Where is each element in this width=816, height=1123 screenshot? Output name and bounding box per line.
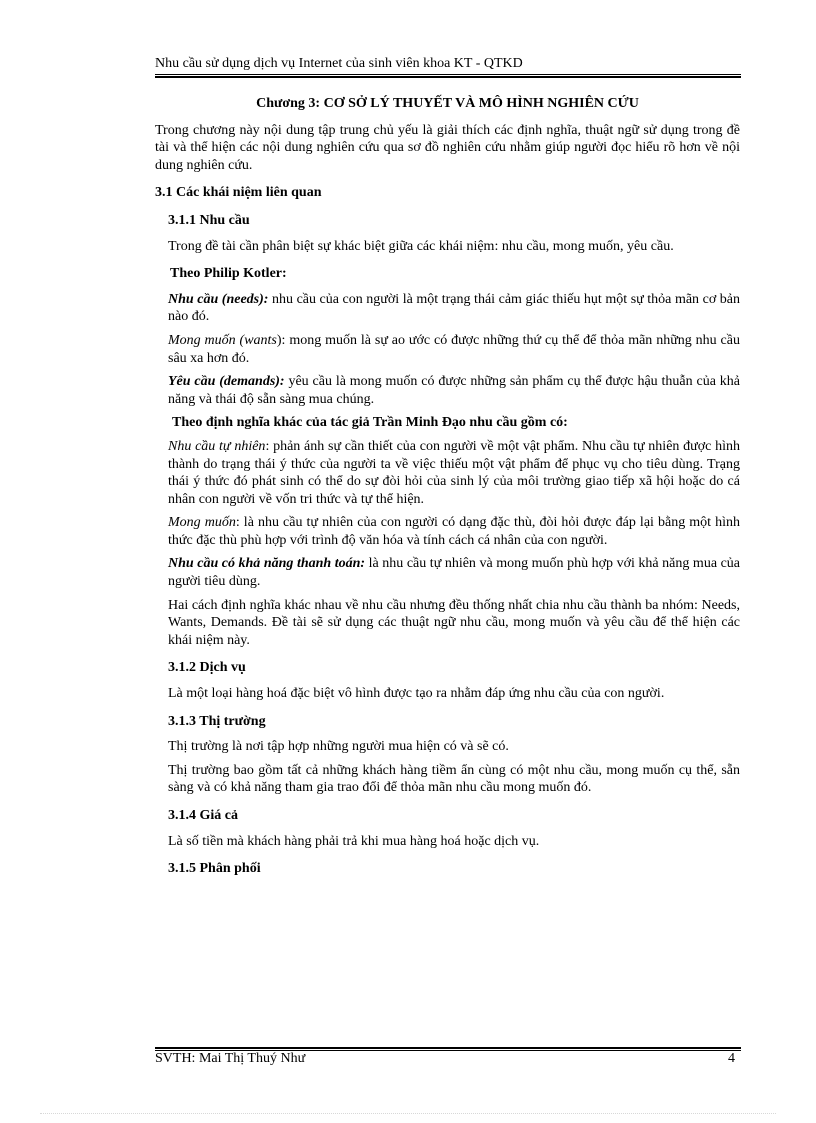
payable-needs-text: là nhu cầu tự nhiên và mong muốn phù hợp với khả năng mua của người tiêu dùng.	[168, 556, 741, 590]
chapter-title: Chương 3: CƠ SỞ LÝ THUYẾT VÀ MÔ HÌNH NGHIÊN CỨU	[256, 96, 639, 111]
natural-needs-text: : phản ánh sự cần thiết của con người về một vật phẩm. Nhu cầu tự nhiên được hình thành do trạng thái ý thức của người ta về việc thiếu một vật phẩm để phục vụ cho tiêu dùng. Trạng thái ý thức đó phát sinh có thể do sự đòi hỏi của sinh lý của môi trường giao tiếp xã hội hoặc do cá nhân con người về vốn tri thức và tự thể hiện.	[168, 438, 740, 507]
payable-needs-term: Nhu cầu có khả năng thanh toán:	[168, 556, 366, 572]
demands-text: yêu cầu là mong muốn có được những sản phẩm cụ thể được hậu thuẫn của khả năng và thái độ sẵn sàng mua chúng.	[168, 374, 740, 407]
market-definition-2: Thị trường bao gồm tất cả những khách hàng tiềm ẩn cùng có một nhu cầu, mong muốn cụ thể, sẵn sàng và có khả năng tham gia trao đổi để thỏa mãn nhu cầu mong muốn đó.	[168, 762, 740, 796]
price-definition: Là số tiền mà khách hàng phải trả khi mua hàng hoá hoặc dịch vụ.	[168, 833, 540, 849]
chapter-intro: Trong chương này nội dung tập trung chủ yếu là giải thích các định nghĩa, thuật ngữ sử dụng trong đề tài và thể hiện các nội dung nghiên cứu qua sơ đồ nghiên cứu nhằm giúp người đọc hiểu rõ hơn về nội dung nghiên cứu.	[155, 122, 740, 173]
subsection-heading-3-1-3: 3.1.3 Thị trường	[168, 713, 266, 729]
section-heading-3-1: 3.1 Các khái niệm liên quan	[155, 185, 322, 201]
subsection-heading-3-1-2: 3.1.2 Dịch vụ	[168, 660, 246, 676]
subsection-heading-3-1-1: 3.1.1 Nhu cầu	[168, 212, 250, 228]
natural-needs-definition	[168, 438, 740, 508]
subsection-heading-3-1-4: 3.1.4 Giá cả	[168, 808, 238, 823]
needs-definition	[168, 291, 740, 326]
demands-term: Yêu cầu (demands):	[168, 374, 285, 390]
page-number: 4	[728, 1051, 735, 1066]
footer-author: SVTH: Mai Thị Thuý Như	[155, 1051, 306, 1066]
natural-needs-term: Nhu cầu tự nhiên	[168, 438, 266, 454]
market-definition-1: Thị trường là nơi tập hợp những người mua hiện có và sẽ có.	[168, 739, 509, 755]
needs-term: Nhu cầu (needs):	[168, 291, 269, 307]
subsection-heading-3-1-5: 3.1.5 Phân phối	[168, 861, 261, 877]
wants-definition	[168, 332, 740, 367]
tran-minh-dao-heading: Theo định nghĩa khác của tác giả Trần Minh Đạo nhu cầu gồm có:	[172, 415, 568, 431]
page-bottom-edge	[40, 1113, 776, 1114]
wants-text: ): mong muốn là sự ao ước có được những thứ cụ thể để thỏa mãn những nhu cầu sâu xa hơn đó.	[168, 332, 740, 366]
kotler-heading: Theo Philip Kotler:	[170, 266, 287, 282]
needs-intro-paragraph: Trong đề tài cần phân biệt sự khác biệt giữa các khái niệm: nhu cầu, mong muốn, yêu cầu.	[168, 238, 674, 254]
header-divider	[155, 74, 741, 78]
desire-definition	[168, 514, 740, 549]
demands-definition	[168, 373, 740, 408]
needs-summary-paragraph: Hai cách định nghĩa khác nhau về nhu cầu nhưng đều thống nhất chia nhu cầu thành ba nhóm: Needs, Wants, Demands. Đề tài sẽ sử dụng các thuật ngữ nhu cầu, mong muốn và yêu cầu để thể hiện các khái niệm này.	[168, 597, 740, 648]
wants-term: Mong muốn (wants	[168, 332, 277, 348]
running-header: Nhu cầu sử dụng dịch vụ Internet của sinh viên khoa KT - QTKD	[155, 56, 523, 71]
page-content	[155, 95, 740, 886]
needs-text: nhu cầu của con người là một trạng thái cảm giác thiếu hụt một sự thỏa mãn cơ bản nào đó.	[168, 291, 740, 325]
payable-needs-definition	[168, 555, 740, 590]
desire-text: : là nhu cầu tự nhiên của con người có dạng đặc thù, đòi hỏi được đáp lại bằng một hình thức đặc thù phù hợp với trình độ văn hóa và tính cách cá nhân của con người.	[168, 515, 740, 548]
service-definition: Là một loại hàng hoá đặc biệt vô hình được tạo ra nhằm đáp ứng nhu cầu của con người.	[168, 686, 665, 702]
desire-term: Mong muốn	[168, 515, 236, 531]
